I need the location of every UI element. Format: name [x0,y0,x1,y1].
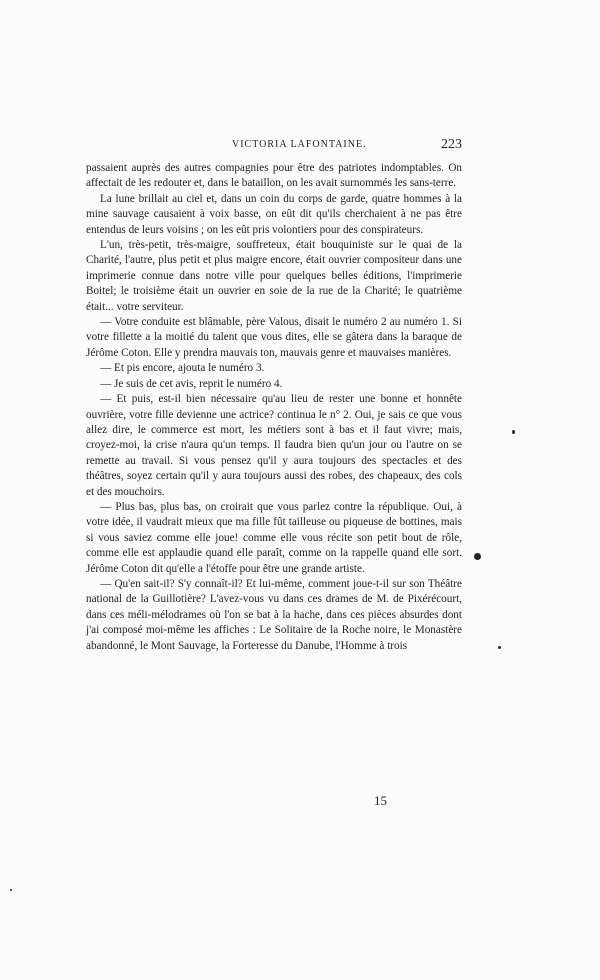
page-number: 223 [441,137,462,152]
running-title: VICTORIA LAFONTAINE. [232,139,367,150]
paragraph: — Qu'en sait-il? S'y connaît-il? Et lui-même, comment joue-t-il sur son Théâtre national de la Guillotière? L'avez-vous vu dans ces drames de M. de Pixérécourt, dans ces méli-mélodrames où l'on se bat à la hache, dans ces pièces absurdes dont j'ai composé moi-même les affiches : Le Solitaire de la Roche noire, le Monastère abandonné, le Mont Sauvage, la Forteresse du Danube, l'Homme à trois [86,577,462,652]
paragraph: — Votre conduite est blâmable, père Valous, disait le numéro 2 au numéro 1. Si votre fillette a la moitié du talent que vous dites, elle se gâtera dans la baraque de Jérôme Coton. Elle y prendra mauvais ton, mauvais genre et mauvaises manières. [86,316,462,359]
signature-mark: 15 [374,793,387,808]
ink-speck [10,889,12,891]
page-body [86,161,462,654]
running-header [86,137,462,157]
paragraph: — Plus bas, plus bas, on croirait que vous parlez contre la république. Oui, à votre idée, il vaudrait mieux que ma fille fût tailleuse ou piqueuse de bottines, mais si vous saviez comme elle joue! comme elle vous récite son petit bout de rôle, comme elle est applaudie quand elle paraît, comme on la rappelle quand elle sort. Jérôme Coton dit qu'elle a l'étoffe pour être une grande artiste. [86,500,462,575]
paragraph: La lune brillait au ciel et, dans un coin du corps de garde, quatre hommes à la mine sauvage causaient à voix basse, on eût dit qu'ils cherchaient à ne pas être entendus de leurs voisins ; on les eût pris volontiers pour des conspirateurs. [86,192,462,236]
paragraph: passaient auprès des autres compagnies pour être des patriotes indomptables. On affectait de les redouter et, dans le bataillon, on les avait surnommés les sans-terre. [86,162,462,190]
paragraph: — Et pis encore, ajouta le numéro 3. [100,362,265,375]
paragraph: — Et puis, est-il bien nécessaire qu'au lieu de rester une bonne et honnête ouvrière, votre fille devienne une actrice? continua le n° 2. Oui, je sais ce que vous allez dire, le commerce est mort, les métiers sont à bas et il faut vivre; mais, croyez-moi, la crise n'aura qu'un temps. Il faudra bien qu'un jour ou l'autre on se remette au travail. Si vous pensez qu'il y aura toujours des spectacles et des théâtres, soyez certain qu'il y aura toujours aussi des robes, des chapeaux, des cols et des mouchoirs. [86,393,462,498]
paragraph: — Je suis de cet avis, reprit le numéro 4. [100,377,283,390]
ink-speck [474,553,481,560]
ink-speck [498,646,501,649]
ink-speck [512,430,515,434]
paragraph: L'un, très-petit, très-maigre, souffreteux, était bouquiniste sur le quai de la Charité, l'autre, plus petit et plus maigre encore, était ouvrier compositeur dans une imprimerie connue dans notre ville pour quelques belles éditions, l'imprimerie Boitel; le troisième était un ouvrier en soie de la rue de la Charité; le quatrième était... votre serviteur. [86,239,462,313]
